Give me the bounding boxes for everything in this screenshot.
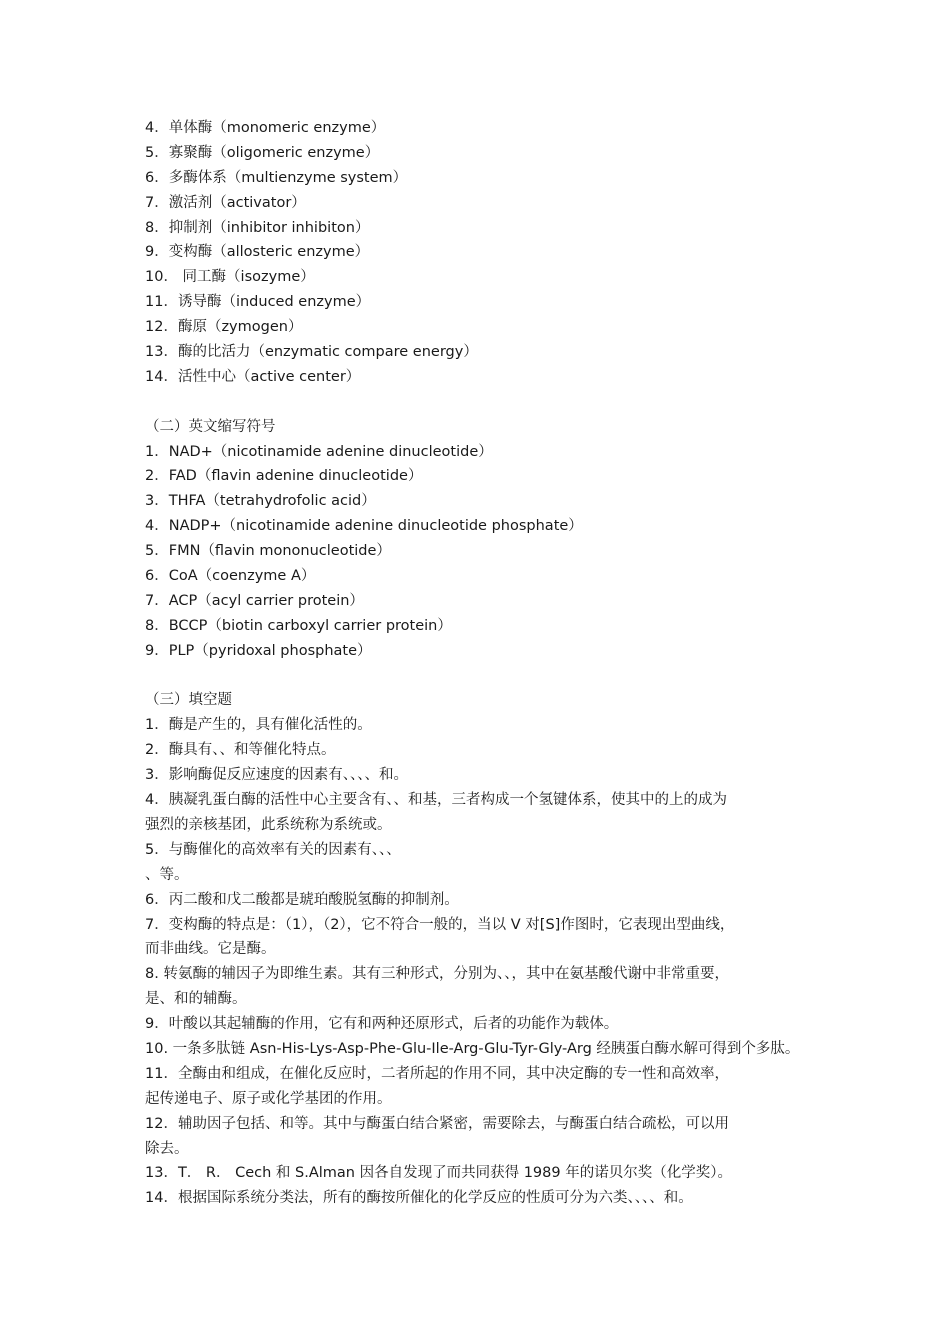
question-line: 1．酶是产生的，具有催化活性的。 [145, 717, 372, 734]
section-spacer [145, 390, 825, 415]
question-line: 除去。 [145, 1140, 189, 1157]
question-line: 7．变构酶的特点是：（1），（2），它不符合一般的，当以 V 对[S]作图时，它表现出型曲线， [145, 916, 735, 933]
abbrev-item: 9．PLP（pyridoxal phosphate） [145, 642, 372, 659]
abbrev-section [145, 415, 825, 664]
question-line: 14．根据国际系统分类法，所有的酶按所催化的化学反应的性质可分为六类、、、、和。 [145, 1190, 693, 1207]
abbrev-item: 2．FAD（flavin adenine dinucleotide） [145, 468, 423, 485]
term-item: 4．单体酶（monomeric enzyme） [145, 120, 386, 136]
question-line: 8. 转氨酶的辅因子为即维生素。其有三种形式，分别为、、，其中在氨基酸代谢中非常重要， [145, 966, 729, 983]
question-line: 、等。 [145, 866, 189, 883]
question-line: 2．酶具有、、和等催化特点。 [145, 742, 336, 759]
section-heading-fill: （三）填空题 [145, 692, 232, 709]
question-line: 4．胰凝乳蛋白酶的活性中心主要含有、、和基，三者构成一个氢键体系，使其中的上的成为 [145, 792, 727, 809]
question-line: 强烈的亲核基团，此系统称为系统或。 [145, 816, 392, 833]
question-line: 6．丙二酸和戊二酸都是琥珀酸脱氢酶的抑制剂。 [145, 891, 459, 908]
section-spacer [145, 664, 825, 689]
term-item: 7．激活剂（activator） [145, 194, 306, 211]
fill-section [145, 688, 825, 1211]
term-item: 5．寡聚酶（oligomeric enzyme） [145, 144, 380, 161]
term-item: 11．诱导酶（induced enzyme） [145, 294, 371, 311]
term-item: 6．多酶体系（multienzyme system） [145, 169, 408, 186]
abbrev-item: 8．BCCP（biotin carboxyl carrier protein） [145, 617, 452, 634]
question-line: 5．与酶催化的高效率有关的因素有、、、 [145, 841, 401, 858]
term-item: 10． 同工酶（isozyme） [145, 269, 315, 286]
question-line: 12．辅助因子包括、和等。其中与酶蛋白结合紧密，需要除去，与酶蛋白结合疏松，可以用 [145, 1115, 729, 1132]
abbrev-item: 3．THFA（tetrahydrofolic acid） [145, 493, 376, 510]
abbrev-item: 7．ACP（acyl carrier protein） [145, 592, 364, 609]
question-line: 而非曲线。它是酶。 [145, 941, 276, 958]
section-heading-abbrev: （二）英文缩写符号 [145, 418, 276, 435]
abbrev-item: 6．CoA（coenzyme A） [145, 568, 316, 585]
term-item: 13．酶的比活力（enzymatic compare energy） [145, 344, 478, 361]
abbrev-item: 4．NADP+（nicotinamide adenine dinucleotide phosphate） [145, 518, 583, 535]
question-line: 9．叶酸以其起辅酶的作用，它有和两种还原形式，后者的功能作为载体。 [145, 1016, 619, 1033]
terms-list [145, 116, 825, 390]
abbrev-item: 1．NAD+（nicotinamide adenine dinucleotide） [145, 443, 493, 460]
term-item: 8．抑制剂（inhibitor inhibiton） [145, 219, 370, 236]
term-item: 14．活性中心（active center） [145, 368, 361, 385]
question-line: 10. 一条多肽链 Asn-His-Lys-Asp-Phe-Glu-Ile-Arg-Glu-Tyr-Gly-Arg 经胰蛋白酶水解可得到个多肽。 [145, 1040, 800, 1057]
abbrev-item: 5．FMN（flavin mononucleotide） [145, 543, 391, 560]
question-line: 11．全酶由和组成，在催化反应时，二者所起的作用不同，其中决定酶的专一性和高效率， [145, 1065, 729, 1082]
question-line: 13．T． R． Cech 和 S.Alman 因各自发现了而共同获得 1989 年的诺贝尔奖（化学奖）。 [145, 1165, 732, 1182]
term-item: 9．变构酶（allosteric enzyme） [145, 244, 370, 261]
question-line: 起传递电子、原子或化学基团的作用。 [145, 1090, 392, 1107]
document-page [145, 116, 825, 1211]
question-line: 3．影响酶促反应速度的因素有、、、、和。 [145, 767, 408, 784]
question-line: 是、和的辅酶。 [145, 991, 247, 1008]
term-item: 12．酶原（zymogen） [145, 319, 303, 336]
